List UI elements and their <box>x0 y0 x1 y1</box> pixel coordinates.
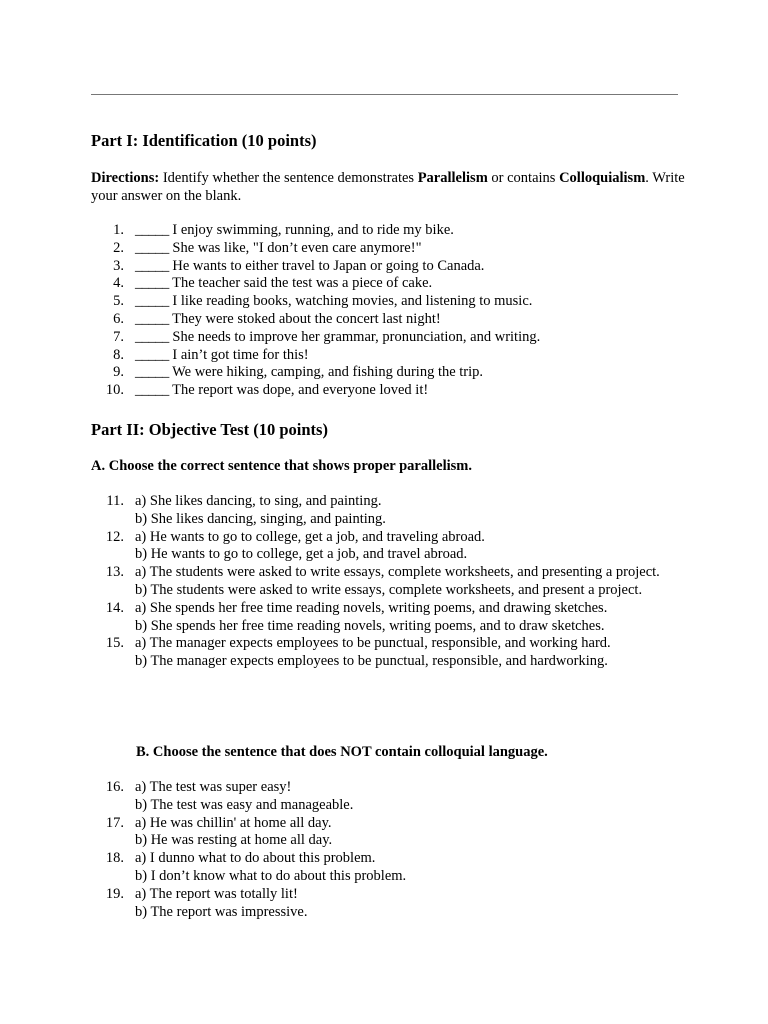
item-number: 9. <box>113 364 124 381</box>
question-number: 15. <box>105 635 124 652</box>
section-a-heading: A. Choose the correct sentence that shows proper parallelism. <box>91 458 472 474</box>
item-number: 1. <box>113 222 124 238</box>
section-b-heading: B. Choose the sentence that does NOT contain colloquial language. <box>136 744 548 760</box>
question-number: 12. <box>105 528 124 545</box>
question-item <box>91 779 731 815</box>
answer-blank: _____ <box>135 293 169 310</box>
question-item <box>91 815 731 851</box>
item-sentence: The teacher said the test was a piece of cake. <box>172 275 433 292</box>
item-sentence: I ain’t got time for this! <box>172 346 309 363</box>
question-item <box>91 493 731 529</box>
section-b-list <box>91 779 731 921</box>
question-number: 14. <box>105 599 124 616</box>
item-number: 2. <box>113 239 124 256</box>
header-rule <box>91 94 678 95</box>
question-number: 17. <box>105 814 124 831</box>
section-a-list <box>91 493 731 671</box>
item-sentence: She was like, "I don’t even care anymore!" <box>172 239 422 256</box>
option-a: a) She spends her free time reading novels, writing poems, and drawing sketches. <box>135 599 608 616</box>
answer-blank: _____ <box>135 275 169 292</box>
option-b: b) He was resting at home all day. <box>135 832 333 849</box>
option-a: a) He was chillin' at home all day. <box>135 814 332 831</box>
item-sentence: I enjoy swimming, running, and to ride my bike. <box>172 222 454 238</box>
item-number: 8. <box>113 346 124 363</box>
question-item <box>91 564 731 600</box>
option-a: a) I dunno what to do about this problem. <box>135 850 376 867</box>
item-number: 5. <box>113 293 124 310</box>
item-sentence: I like reading books, watching movies, and listening to music. <box>172 293 533 310</box>
question-item <box>91 886 731 922</box>
option-a: a) He wants to go to college, get a job, and traveling abroad. <box>135 528 485 545</box>
question-item <box>91 635 731 671</box>
option-a: a) The report was totally lit! <box>135 885 298 902</box>
list-item <box>91 329 711 347</box>
list-item <box>91 311 711 329</box>
list-item <box>91 240 711 258</box>
directions-text-1: Identify whether the sentence demonstrates <box>159 170 418 186</box>
part2-heading: Part II: Objective Test (10 points) <box>91 420 328 439</box>
question-number: 11. <box>106 493 124 509</box>
list-item <box>91 347 711 365</box>
item-number: 7. <box>113 328 124 345</box>
option-b: b) The test was easy and manageable. <box>135 796 354 813</box>
answer-blank: _____ <box>135 328 169 345</box>
question-number: 13. <box>105 564 124 581</box>
answer-blank: _____ <box>135 239 169 256</box>
answer-blank: _____ <box>135 346 169 363</box>
list-item <box>91 293 711 311</box>
list-item <box>91 222 711 240</box>
list-item <box>91 382 711 400</box>
item-sentence: She needs to improve her grammar, pronunciation, and writing. <box>172 328 541 345</box>
list-item <box>91 258 711 276</box>
question-number: 19. <box>105 885 124 902</box>
list-item <box>91 364 711 382</box>
item-number: 10. <box>105 382 124 399</box>
option-b: b) The report was impressive. <box>135 903 308 920</box>
part1-heading: Part I: Identification (10 points) <box>91 131 317 150</box>
item-number: 3. <box>113 257 124 274</box>
option-b: b) The students were asked to write essays, complete worksheets, and present a project. <box>135 581 643 598</box>
option-b: b) She spends her free time reading novels, writing poems, and to draw sketches. <box>135 617 605 634</box>
item-number: 6. <box>113 310 124 327</box>
term-parallelism: Parallelism <box>417 170 488 186</box>
option-a: a) The manager expects employees to be punctual, responsible, and working hard. <box>135 635 611 652</box>
option-b: b) The manager expects employees to be punctual, responsible, and hardworking. <box>135 653 608 670</box>
question-item <box>91 850 731 886</box>
directions-paragraph <box>91 169 691 205</box>
answer-blank: _____ <box>135 382 169 399</box>
part1-list <box>91 222 711 400</box>
list-item <box>91 275 711 293</box>
question-item <box>91 600 731 636</box>
item-sentence: They were stoked about the concert last night! <box>172 310 441 327</box>
option-b: b) She likes dancing, singing, and painting. <box>135 510 386 527</box>
question-number: 16. <box>105 779 124 795</box>
answer-blank: _____ <box>135 257 169 274</box>
question-item <box>91 529 731 565</box>
answer-blank: _____ <box>135 222 169 238</box>
item-sentence: He wants to either travel to Japan or going to Canada. <box>172 257 485 274</box>
item-sentence: The report was dope, and everyone loved it! <box>172 382 429 399</box>
option-b: b) I don’t know what to do about this problem. <box>135 867 407 884</box>
directions-text-2: or contains <box>487 170 560 186</box>
directions-label: Directions: <box>91 170 160 186</box>
directions-text-3: . Write your answer on the blank. <box>91 170 685 204</box>
option-a: a) She likes dancing, to sing, and painting. <box>135 493 382 509</box>
answer-blank: _____ <box>135 364 169 381</box>
option-a: a) The test was super easy! <box>135 779 292 795</box>
question-number: 18. <box>105 850 124 867</box>
term-colloquialism: Colloquialism <box>559 170 646 186</box>
option-b: b) He wants to go to college, get a job, and travel abroad. <box>135 546 468 563</box>
item-number: 4. <box>113 275 124 292</box>
answer-blank: _____ <box>135 310 169 327</box>
option-a: a) The students were asked to write essays, complete worksheets, and presenting a project. <box>135 564 660 581</box>
item-sentence: We were hiking, camping, and fishing during the trip. <box>172 364 484 381</box>
